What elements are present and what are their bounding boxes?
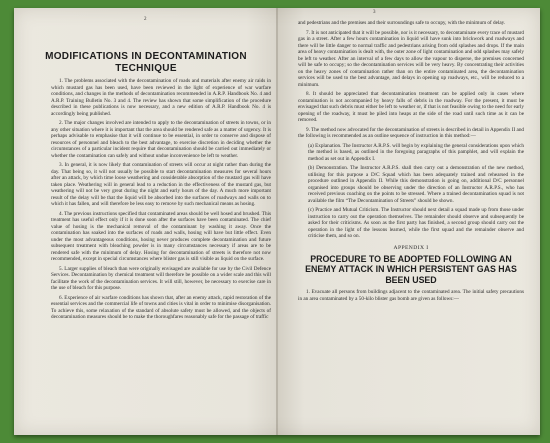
booklet — [14, 8, 540, 435]
paragraph: 8. It should be appreciated that decontamination treatment can be applied only in cases where contamination is not accompanied by heavy falls of debris in the roadway. For the present, it must be envisaged that such debris must either be left to weather or, if that is not feasible owing to the need for early opening of the roadway, it must be piled into heaps at the side of the road until such time as it can be removed. — [298, 91, 524, 123]
paragraph: (c) Practice and Mutual Criticism. The Instructor should next detail a squad made up from those under instruction to carry out the operation themselves. The remainder should observe and subsequently be asked for their criticisms. As soon as the first party has finished, a second group should carry out the operation in the light of the lessons learned, while the first squad and the remainder observe and criticise them, and so on. — [308, 207, 524, 239]
page-number: 2 — [144, 17, 147, 22]
appendix-label: APPENDIX I — [393, 244, 429, 251]
paragraph: (b) Demonstration. The Instructor A.R.P.S. shall then carry out a demonstration of the new method, utilising for this purpose a D/C Squad which has been adequately trained and rehearsed in the procedure outlined in Appendix II. While this demonstration is going on, additional D/C personnel organised into groups should be observing under the direction of an Instructor A.R.P.S., who has received previous coaching on the points to be stressed. Where a trained decontamination squad is not available the film “The Decontamination of Streets” should be shown. — [308, 165, 524, 204]
left-body — [51, 78, 271, 324]
paragraph: 3. In general, it is now likely that contamination of streets will occur at night rather than during the day. That being so, it will not usually be possible to start decontamination measures for several hours after an attack, by which time loose weathering and considerable absorption of the mustard gas will have taken place. Weathering will in general lead to a reduction in the effectiveness of the mustard gas, but weathering will not be very great during the night and early hours of the day. A much more important result of the delay will be that the liquid will be absorbed into the surfaces of roadways and walls on to which it has fallen, and will therefore be less easy to remove by such mechanical means as hosing. — [51, 162, 271, 207]
paragraph: (a) Explanation. The Instructor A.R.P.S. will begin by explaining the general considerations upon which the method is based, as outlined in the foregoing paragraphs of this pamphlet, and will explain the method as set out in Appendix I. — [308, 142, 524, 162]
paragraph: 6. Experience of air warfare conditions has shown that, after an enemy attack, rapid restoration of the essential services and the commercial life of towns and cities is vital in order to minimise disorganisation. To achieve this, some relaxation of the standard of absolute safety must be allowed, and the objects of decontamination measures should be to make the thoroughfares reasonably safe for the passage of traffic — [51, 294, 271, 320]
paragraph: 1. The problems associated with the decontamination of roads and materials after enemy air raids in which mustard gas has been used, have been reviewed in the light of experience of war warfare conditions, and changes in the methods of decontamination recommended in A.R.P. Handbook No. 4 and A.R.P. Training Bulletin No. 3 and 4. The review has shown that some simplification of the procedure described in these publications is now necessary, and a new edition of A.R.P. Handbook No. 4 is accordingly being published. — [51, 78, 271, 117]
right-body — [298, 13, 524, 305]
appendix-title: PROCEDURE TO BE ADOPTED FOLLOWING AN ENEMY ATTACK IN WHICH PERSISTENT GAS HAS BEEN USED — [305, 253, 517, 285]
paragraph: 2. The major changes involved are intended to apply to the decontamination of streets in towns, or in any other situation where it is important that the area should be rendered safe as a matter of urgency. It is perhaps advisable to emphasise that it will continue to be essential, in order to conserve and dispose of resources of personnel and bleach to the best advantage, to exercise discretion in deciding whether the circumstances of a particular incident require that decontamination should be carried out immediately or whether the contamination can safely and without undue inconvenience be left to weather. — [51, 120, 271, 159]
paragraph: and pedestrians and the premises and their surroundings safe to occupy, with the minimum of delay. — [298, 20, 506, 26]
page-number: 3 — [373, 10, 376, 15]
paragraph: 7. It is not anticipated that it will be possible, nor is it necessary, to decontaminate every trace of mustard gas in a street. After a few hours contamination in liquid will have sunk into brickwork and roadways and there will be little danger to normal traffic and pedestrians arising from odd splashes and drops. If the main area of heavy contamination is dealt with, the outer zone of light contamination and odd splashes may safely be left to weather. After an interval of a few days to allow the vapour to disperse, the premises concerned will be safe to occupy; so the decontamination services will be very heavy. By concentrating their activities on the heavy zones of contamination rather than on the entire contaminated area, the decontamination services will be used to the best advantage, and delays in opening up roadways, etc., will be reduced to a minimum. — [298, 29, 524, 88]
page-title: MODIFICATIONS IN DECONTAMINATION TECHNIQUE — [45, 51, 247, 74]
left-page — [14, 8, 278, 435]
paragraph: 1. Evacuate all persons from buildings adjacent to the contaminated area. The initial safety precautions in an area contaminated by a 50-kilo blister gas bomb are given as follows:— — [298, 289, 524, 302]
paragraph: 5. Larger supplies of bleach than were originally envisaged are available for use by the Civil Defence Services. Decontamination by chemical treatment will therefore be possible on a wider scale and this will facilitate the work of the decontamination services. It will still, however, be necessary to exercise care in the use of bleach for this purpose. — [51, 265, 271, 291]
right-page — [278, 8, 540, 435]
paragraph: 9. The method now advocated for the decontamination of streets is described in detail in Appendix II and the following is recommended as an outline sequence of instruction in this method:— — [298, 126, 525, 139]
paragraph: 4. The previous instructions specified that contaminated areas should be well hosed and brushed. This treatment has useful effect only if it is done soon after the surfaces have been contaminated. The chief value of hosing is the mechanical removal of the contaminant by washing it away. Once the contamination has soaked into the surfaces of roads and walls, hosing will have but little effect. Even under the most advantageous conditions, hosing never produces complete decontamination and future subsequent treatment with bleaching powder is in many circumstances necessary if areas are to be rendered safe with the minimum of delay. Hosing for decontamination of streets is therefore not now recommended, except in special circumstances where blister gas is still visible as liquid on the surface. — [51, 210, 271, 262]
